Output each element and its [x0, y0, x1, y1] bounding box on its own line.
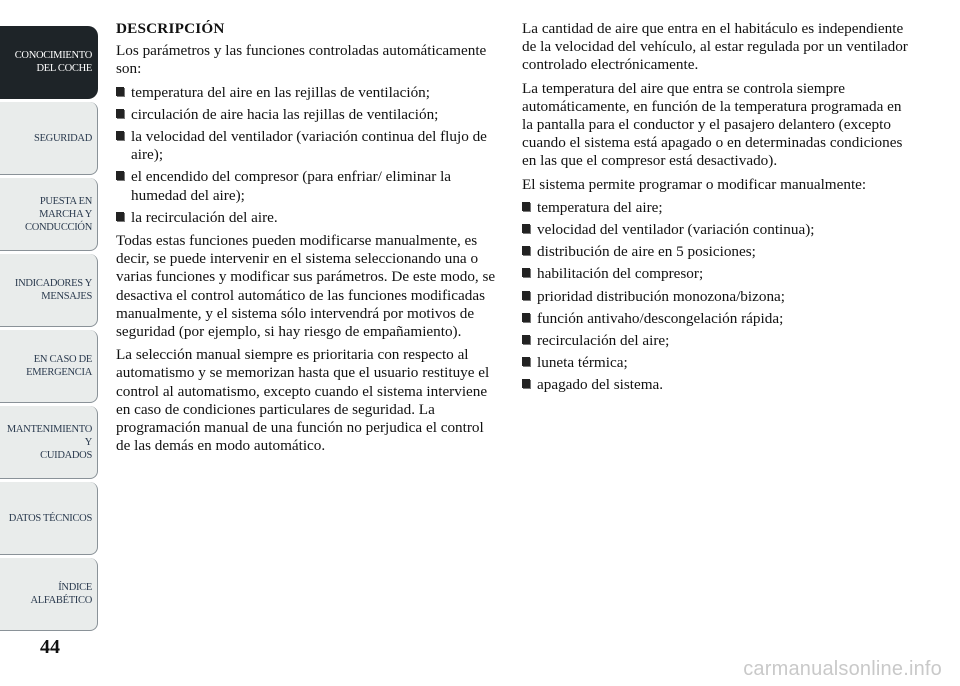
tab-en-caso-de-emergencia[interactable]: EN CASO DE EMERGENCIA [0, 330, 98, 403]
air-temperature-paragraph: La temperatura del aire que entra se controla siempre automáticamente, en función de la temperatura programada en la pantalla para el conductor y el pasajero delantero (excepto cuando el sistema está apagado o en determinadas condiciones en las que el compresor está desactivado). [522, 79, 903, 170]
tab-datos-tecnicos[interactable]: DATOS TÉCNICOS [0, 482, 98, 555]
checkbox-bullet-icon [522, 268, 530, 277]
tab-puesta-en-marcha[interactable]: PUESTA EN MARCHA Y CONDUCCIÓN [0, 178, 98, 251]
manual-priority-paragraph: La selección manual siempre es prioritaria con respecto al automatismo y se memorizan hasta que el usuario restituye el control al automatismo, excepto cuando el sistema interviene en caso de condiciones particulares de seguridad. La programación manual de una función no perjudica el control de las demás en modo automático. [116, 346, 490, 455]
checkbox-bullet-icon [522, 246, 530, 255]
list-item: recirculación del aire; [522, 332, 912, 350]
list-item: distribución de aire en 5 posiciones; [522, 243, 912, 261]
page-number: 44 [40, 636, 60, 658]
checkbox-bullet-icon [522, 313, 530, 322]
checkbox-bullet-icon [116, 171, 124, 180]
checkbox-bullet-icon [522, 357, 530, 366]
automatic-functions-list [116, 84, 496, 227]
checkbox-bullet-icon [116, 87, 124, 96]
tab-seguridad[interactable]: SEGURIDAD [0, 102, 98, 175]
tab-conocimiento-del-coche[interactable]: CONOCIMIENTO DEL COCHE [0, 26, 98, 99]
list-item: el encendido del compresor (para enfriar/ eliminar la humedad del aire); [116, 168, 496, 204]
tab-indicadores-y-mensajes[interactable]: INDICADORES Y MENSAJES [0, 254, 98, 327]
right-column [522, 20, 912, 400]
air-quantity-paragraph: La cantidad de aire que entra en el habitáculo es independiente de la velocidad del vehículo, al estar regulada por un ventilador controlado electrónicamente. [522, 20, 908, 74]
manual-settings-intro: El sistema permite programar o modificar manualmente: [522, 175, 867, 193]
intro-paragraph: Los parámetros y las funciones controladas automáticamente son: [116, 42, 487, 78]
checkbox-bullet-icon [522, 224, 530, 233]
checkbox-bullet-icon [116, 131, 124, 140]
manual-override-paragraph: Todas estas funciones pueden modificarse manualmente, es decir, se puede intervenir en el sistema seleccionando una o varias funciones y modificar sus parámetros. De este modo, se desactiva el control automático de las funciones modificadas manualmente, y el sistema sólo intervendrá por motivos de seguridad (por ejemplo, si hay riesgo de empañamiento). [116, 232, 496, 341]
list-item: velocidad del ventilador (variación continua); [522, 221, 912, 239]
list-item: apagado del sistema. [522, 376, 912, 394]
list-item: función antivaho/descongelación rápida; [522, 310, 912, 328]
list-item: circulación de aire hacia las rejillas de ventilación; [116, 106, 496, 124]
checkbox-bullet-icon [522, 379, 530, 388]
list-item: la velocidad del ventilador (variación continua del flujo de aire); [116, 128, 496, 164]
manual-settings-list [522, 199, 912, 395]
checkbox-bullet-icon [522, 291, 530, 300]
tab-indice-alfabetico[interactable]: ÍNDICE ALFABÉTICO [0, 558, 98, 631]
checkbox-bullet-icon [522, 335, 530, 344]
site-watermark: carmanualsonline.info [743, 658, 942, 680]
section-heading: DESCRIPCIÓN [116, 20, 225, 37]
list-item: temperatura del aire; [522, 199, 912, 217]
list-item: habilitación del compresor; [522, 265, 912, 283]
checkbox-bullet-icon [116, 109, 124, 118]
left-column [116, 20, 496, 460]
list-item: prioridad distribución monozona/bizona; [522, 288, 912, 306]
checkbox-bullet-icon [522, 202, 530, 211]
list-item: la recirculación del aire. [116, 209, 496, 227]
tab-mantenimiento-y-cuidados[interactable]: MANTENIMIENTO Y CUIDADOS [0, 406, 98, 479]
checkbox-bullet-icon [116, 212, 124, 221]
list-item: temperatura del aire en las rejillas de ventilación; [116, 84, 496, 102]
list-item: luneta térmica; [522, 354, 912, 372]
